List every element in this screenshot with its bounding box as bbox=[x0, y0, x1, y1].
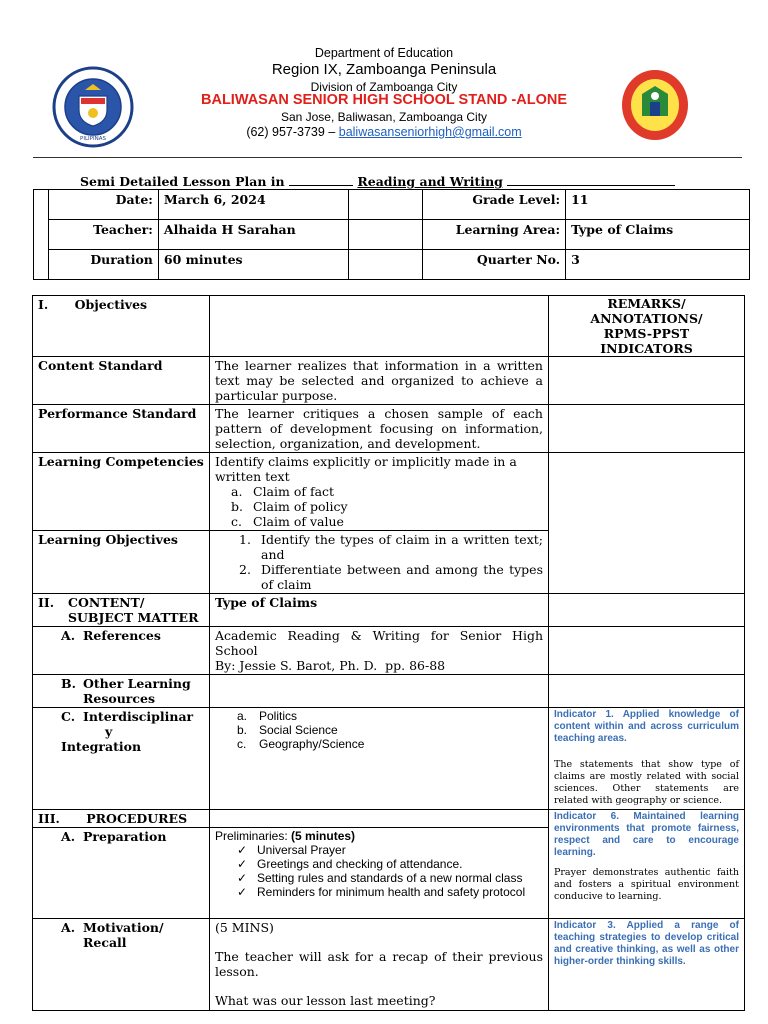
list-item: b. Claim of policy bbox=[231, 499, 348, 514]
list-item: a. Politics bbox=[237, 709, 298, 723]
checkmark-icon: ✓ bbox=[237, 885, 248, 899]
indicator-1: Indicator 1. Applied knowledge of content within and across curriculum teaching areas. bbox=[554, 709, 739, 744]
other-resources-row: B. Other Learning Resources bbox=[33, 675, 745, 708]
motivation-question: What was our lesson last meeting? bbox=[215, 993, 436, 1008]
procedures-heading: PROCEDURES bbox=[86, 811, 188, 826]
email-link[interactable]: baliwasanseniorhigh@gmail.com bbox=[338, 125, 522, 139]
interdisciplinary-row: C. Interdisciplinar y Integration a. Politics b. Social Science c. Geography/Science Indicator 1. Applied knowledge of content within and across curriculum teaching areas. The statements that show type of claims are mostly related with social sciences. Other statements are related with geography or science. bbox=[33, 708, 745, 810]
checkmark-icon: ✓ bbox=[237, 857, 248, 871]
references-text: Academic Reading & Writing for Senior High School bbox=[215, 628, 543, 658]
duration-value: 60 minutes bbox=[158, 250, 348, 280]
svg-text:PILIPINAS: PILIPINAS bbox=[80, 136, 106, 142]
remarks-header: REMARKS/ ANNOTATIONS/ RPMS-PPST INDICATORS bbox=[549, 296, 745, 357]
checkmark-icon: ✓ bbox=[237, 871, 248, 885]
references-row: A. References Academic Reading & Writing for Senior High School By: Jessie S. Barot, Ph. D. pp. 86-88 bbox=[33, 627, 745, 675]
grade-level-label: Grade Level: bbox=[422, 190, 565, 220]
content-heading: CONTENT/ SUBJECT MATTER bbox=[68, 595, 199, 625]
preliminaries-list bbox=[215, 843, 543, 899]
motivation-text: The teacher will ask for a recap of their previous lesson. bbox=[215, 949, 543, 979]
performance-standard-row bbox=[33, 405, 745, 453]
teacher-label: Teacher: bbox=[49, 220, 159, 250]
preparation-label: Preparation bbox=[83, 829, 167, 844]
checkmark-icon: ✓ bbox=[237, 843, 248, 857]
date-label: Date: bbox=[49, 190, 159, 220]
content-value: Type of Claims bbox=[210, 594, 549, 627]
duration-label: Duration bbox=[49, 250, 159, 280]
phone-number: (62) 957-3739 – bbox=[246, 125, 336, 139]
plan-info-table bbox=[33, 189, 750, 280]
procedures-number: III. bbox=[38, 811, 60, 826]
content-standard-text: The learner realizes that information in a written text may be selected and organized to achieve a particular purpose. bbox=[210, 357, 549, 405]
objectives-row bbox=[33, 296, 745, 357]
list-item: ✓ Universal Prayer bbox=[237, 843, 346, 857]
other-resources-label: Other Learning Resources bbox=[83, 676, 191, 706]
motivation-row: A. Motivation/ Recall (5 MINS) The teacher will ask for a recap of their previous lesson. What was our lesson last meeting? Indicator 3. Applied a range of teaching strategies to develop critical and creative thinking, as well as other higher-order thinking skills. bbox=[33, 919, 745, 1011]
motivation-time: (5 MINS) bbox=[215, 920, 274, 935]
list-item: ✓ Setting rules and standards of a new normal class bbox=[237, 871, 523, 885]
preparation-row: A. Preparation Preliminaries: (5 minutes) ✓ Universal Prayer ✓ Greetings and checking of attendance. ✓ Setting rules and standards of a new normal class ✓ Reminders for minimum health and safety protocol bbox=[33, 828, 745, 919]
integration-note: The statements that show type of claims are mostly related with social sciences. Other statements are related with geography or science. bbox=[554, 759, 739, 806]
quarter-label: Quarter No. bbox=[422, 250, 565, 280]
date-value: March 6, 2024 bbox=[158, 190, 348, 220]
references-author: By: Jessie S. Barot, Ph. D. pp. 86-88 bbox=[215, 658, 446, 673]
header-divider bbox=[33, 157, 742, 158]
competencies-text: Identify claims explicitly or implicitly made in a written text bbox=[215, 454, 517, 484]
content-number: II. bbox=[38, 595, 55, 610]
content-standard-label: Content Standard bbox=[33, 357, 210, 405]
list-item: ✓ Greetings and checking of attendance. bbox=[237, 857, 463, 871]
list-item: ✓ Reminders for minimum health and safety protocol bbox=[237, 885, 526, 899]
plan-title bbox=[80, 174, 675, 189]
grade-level-value: 11 bbox=[566, 190, 750, 220]
content-row bbox=[33, 594, 745, 627]
region-name: Region IX, Zamboanga Peninsula bbox=[271, 61, 497, 78]
learning-area-label: Learning Area: bbox=[422, 220, 565, 250]
list-item: 1. Identify the types of claim in a written text; and bbox=[239, 532, 543, 562]
integration-list bbox=[215, 709, 543, 751]
school-address: San Jose, Baliwasan, Zamboanga City bbox=[280, 110, 488, 124]
preparation-note: Prayer demonstrates authentic faith and fosters a spiritual environment conducive to learning. bbox=[554, 867, 739, 902]
list-item: a. Claim of fact bbox=[231, 484, 335, 499]
references-label: References bbox=[83, 628, 161, 643]
competencies-label: Learning Competencies bbox=[33, 453, 210, 531]
procedures-row bbox=[33, 810, 745, 828]
teacher-value: Alhaida H Sarahan bbox=[158, 220, 348, 250]
objectives-heading: Objectives bbox=[74, 297, 148, 312]
interdisciplinary-label: Interdisciplinar y Integration bbox=[61, 709, 194, 754]
list-item: c. Claim of value bbox=[231, 514, 344, 529]
learning-objectives-label: Learning Objectives bbox=[33, 531, 210, 594]
performance-standard-text: The learner critiques a chosen sample of each pattern of development focusing on information, selection, organization, and development. bbox=[210, 405, 549, 453]
department-name: Department of Education bbox=[314, 46, 454, 60]
objectives-number: I. bbox=[38, 297, 49, 312]
plan-title-prefix: Semi Detailed Lesson Plan in bbox=[80, 174, 285, 189]
list-item: b. Social Science bbox=[237, 723, 338, 737]
performance-standard-label: Performance Standard bbox=[33, 405, 210, 453]
content-standard-row bbox=[33, 357, 745, 405]
school-name: BALIWASAN SENIOR HIGH SCHOOL STAND -ALONE bbox=[201, 92, 567, 108]
indicator-3: Indicator 3. Applied a range of teaching strategies to develop critical and creative thinking, as well as other higher-order thinking skills. bbox=[554, 920, 739, 967]
division-name: Division of Zamboanga City bbox=[310, 80, 458, 94]
contact-line bbox=[0, 125, 768, 139]
learning-area-value: Type of Claims bbox=[566, 220, 750, 250]
motivation-label: Motivation/ Recall bbox=[83, 920, 164, 950]
list-item: 2. Differentiate between and among the types of claim bbox=[239, 562, 543, 592]
competencies-list bbox=[215, 484, 543, 529]
lesson-plan-table bbox=[32, 295, 745, 1011]
preliminaries-heading: Preliminaries: (5 minutes) bbox=[215, 829, 356, 843]
plan-subject: Reading and Writing bbox=[357, 174, 503, 189]
competencies-row bbox=[33, 453, 745, 531]
list-item: c. Geography/Science bbox=[237, 737, 365, 751]
quarter-value: 3 bbox=[566, 250, 750, 280]
indicator-6: Indicator 6. Maintained learning environments that promote fairness, respect and care to encourage learning. bbox=[554, 811, 739, 858]
